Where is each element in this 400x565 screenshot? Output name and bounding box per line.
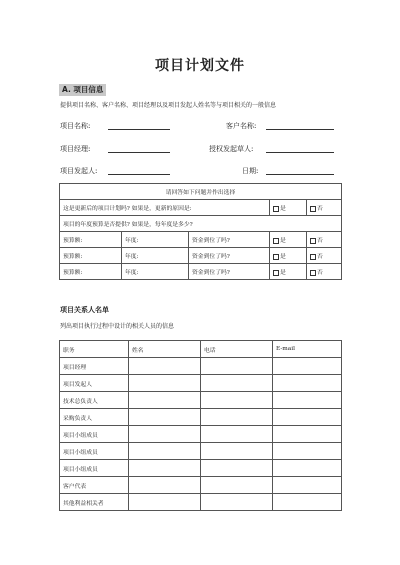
project-manager-label: 项目经理:	[60, 145, 91, 153]
role-cell: 项目小组成员	[60, 443, 129, 460]
phone-cell[interactable]	[201, 409, 273, 426]
date-field[interactable]	[266, 174, 334, 175]
table-row	[60, 375, 342, 392]
checkbox-icon	[310, 238, 316, 244]
year-cell[interactable]: 年度:	[122, 248, 189, 264]
phone-cell[interactable]	[201, 426, 273, 443]
budget-cell[interactable]: 预算额:	[60, 232, 122, 248]
name-cell[interactable]	[129, 358, 201, 375]
table-row	[60, 232, 342, 248]
project-manager-field[interactable]	[108, 152, 170, 153]
phone-cell[interactable]	[201, 477, 273, 494]
page-title: 项目计划文件	[155, 58, 245, 74]
table-row	[60, 409, 342, 426]
phone-cell[interactable]	[201, 443, 273, 460]
table-row	[60, 443, 342, 460]
yes-option[interactable]: 是	[270, 264, 307, 280]
role-cell: 项目经理	[60, 358, 129, 375]
question-cell: 项目的年度预算是否提供? 如果是，每年度是多少?	[60, 216, 342, 232]
question-cell: 这是更新后的项目计划吗? 如果是，更新的原因是:	[60, 200, 270, 216]
questions-header: 请回答如下问题并作出选择	[60, 184, 342, 200]
authorized-drafter-label: 授权发起草人:	[209, 145, 254, 153]
name-cell[interactable]	[129, 460, 201, 477]
table-row	[60, 200, 342, 216]
name-cell[interactable]	[129, 443, 201, 460]
role-cell: 采购负责人	[60, 409, 129, 426]
client-name-label: 客户名称:	[226, 122, 257, 130]
phone-cell[interactable]	[201, 375, 273, 392]
role-cell: 项目小组成员	[60, 426, 129, 443]
table-row	[60, 426, 342, 443]
email-cell[interactable]	[273, 375, 342, 392]
table-row	[60, 248, 342, 264]
budget-cell[interactable]: 预算额:	[60, 264, 122, 280]
project-name-label: 项目名称:	[60, 122, 91, 130]
no-option[interactable]: 否	[307, 248, 342, 264]
name-cell[interactable]	[129, 392, 201, 409]
stakeholders-heading: 项目关系人名单	[60, 306, 109, 314]
checkbox-icon	[273, 238, 279, 244]
year-cell[interactable]: 年度:	[122, 232, 189, 248]
role-cell: 技术总负责人	[60, 392, 129, 409]
checkbox-icon	[273, 254, 279, 260]
section-a-heading: A. 项目信息	[59, 84, 106, 96]
table-row	[60, 184, 342, 200]
name-cell[interactable]	[129, 494, 201, 511]
questions-table	[59, 183, 342, 280]
name-cell[interactable]	[129, 375, 201, 392]
no-option[interactable]: 否	[307, 200, 342, 216]
yes-option[interactable]: 是	[270, 248, 307, 264]
email-cell[interactable]	[273, 443, 342, 460]
column-header: 职务	[60, 341, 129, 358]
checkbox-icon	[273, 206, 279, 212]
column-header: 姓名	[129, 341, 201, 358]
role-cell: 项目发起人	[60, 375, 129, 392]
project-sponsor-field[interactable]	[108, 174, 170, 175]
table-row	[60, 477, 342, 494]
funded-cell: 资金到位了吗?	[189, 232, 270, 248]
date-label: 日期:	[242, 167, 259, 175]
column-header: 电话	[201, 341, 273, 358]
email-cell[interactable]	[273, 477, 342, 494]
funded-cell: 资金到位了吗?	[189, 264, 270, 280]
no-option[interactable]: 否	[307, 264, 342, 280]
email-cell[interactable]	[273, 460, 342, 477]
authorized-drafter-field[interactable]	[266, 152, 334, 153]
table-row	[60, 216, 342, 232]
column-header: E-mail	[273, 341, 342, 358]
stakeholders-description: 列出项目执行过程中设计的相关人员的信息	[60, 323, 175, 330]
table-row	[60, 392, 342, 409]
email-cell[interactable]	[273, 409, 342, 426]
checkbox-icon	[310, 206, 316, 212]
email-cell[interactable]	[273, 358, 342, 375]
table-header-row	[60, 341, 342, 358]
checkbox-icon	[273, 270, 279, 276]
no-option[interactable]: 否	[307, 232, 342, 248]
table-row	[60, 460, 342, 477]
section-a-description: 提供项目名称、客户名称、项目经理以及项目发起人姓名等与项目相关的一般信息	[60, 102, 277, 109]
budget-cell[interactable]: 预算额:	[60, 248, 122, 264]
email-cell[interactable]	[273, 494, 342, 511]
table-row	[60, 358, 342, 375]
email-cell[interactable]	[273, 426, 342, 443]
phone-cell[interactable]	[201, 460, 273, 477]
phone-cell[interactable]	[201, 494, 273, 511]
table-row	[60, 494, 342, 511]
client-name-field[interactable]	[266, 129, 334, 130]
table-row	[60, 264, 342, 280]
yes-option[interactable]: 是	[270, 200, 307, 216]
project-name-field[interactable]	[108, 129, 170, 130]
name-cell[interactable]	[129, 409, 201, 426]
phone-cell[interactable]	[201, 358, 273, 375]
funded-cell: 资金到位了吗?	[189, 248, 270, 264]
role-cell: 项目小组成员	[60, 460, 129, 477]
project-sponsor-label: 项目发起人:	[60, 167, 98, 175]
name-cell[interactable]	[129, 426, 201, 443]
name-cell[interactable]	[129, 477, 201, 494]
checkbox-icon	[310, 270, 316, 276]
yes-option[interactable]: 是	[270, 232, 307, 248]
checkbox-icon	[310, 254, 316, 260]
phone-cell[interactable]	[201, 392, 273, 409]
year-cell[interactable]: 年度:	[122, 264, 189, 280]
stakeholders-table	[59, 340, 342, 511]
email-cell[interactable]	[273, 392, 342, 409]
role-cell: 客户代表	[60, 477, 129, 494]
role-cell: 其他利益相关者	[60, 494, 129, 511]
